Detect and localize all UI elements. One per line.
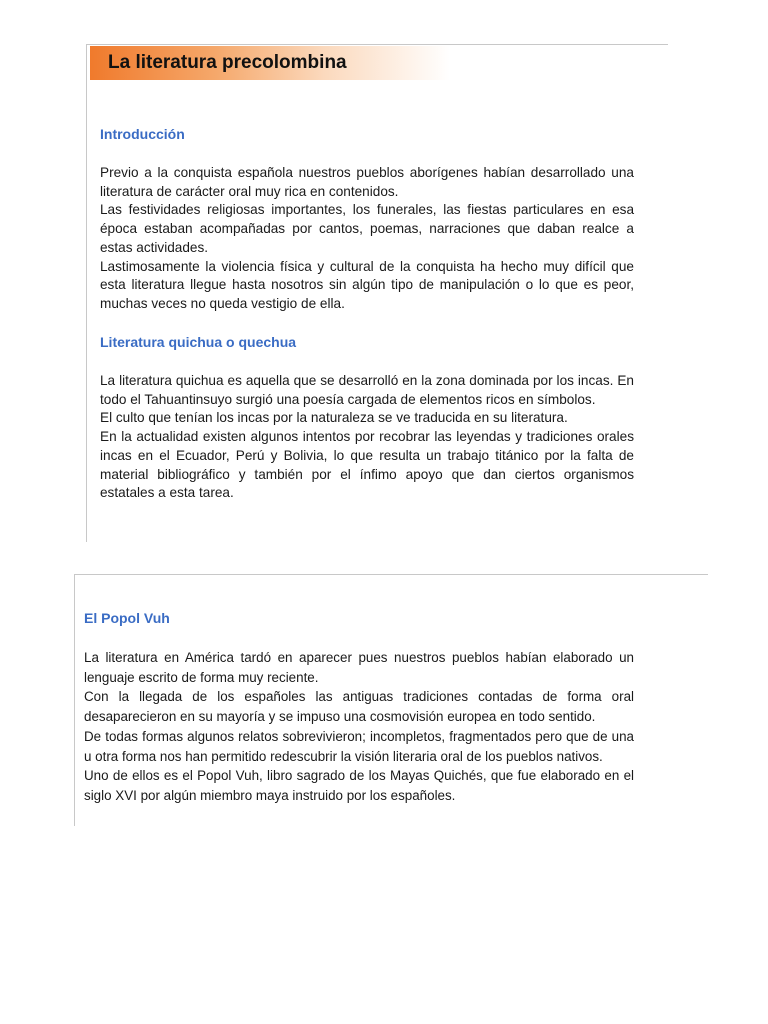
intro-paragraph: Lastimosamente la violencia física y cultural de la conquista ha hecho muy difícil que esta literatura llegue hasta nosotros sin algún tipo de manipulación o lo que es peor, muchas veces no queda vestigio de ella. <box>100 258 634 311</box>
intro-paragraph: Previo a la conquista española nuestros pueblos aborígenes habían desarrollado una literatura de carácter oral muy rica en contenidos. <box>100 165 634 199</box>
popol-vuh-heading: El Popol Vuh <box>84 610 170 626</box>
page-top-rule <box>86 44 668 45</box>
popol-vuh-body <box>84 648 634 806</box>
document-page-2 <box>74 574 708 826</box>
title-banner <box>90 46 450 80</box>
page-left-rule <box>86 44 87 542</box>
page-title: La literatura precolombina <box>108 52 347 73</box>
popol-vuh-paragraph: De todas formas algunos relatos sobrevivieron; incompletos, fragmentados pero que de una u otra forma nos han permitido redescubrir la visión literaria oral de los pueblos nativos. <box>84 728 634 764</box>
quechua-paragraph: En la actualidad existen algunos intentos por recobrar las leyendas y tradiciones orales incas en el Ecuador, Perú y Bolivia, lo que resulta un trabajo titánico por la falta de material bibliográfico y también por el ínfimo apoyo que dan ciertos organismos estatales a esta tarea. <box>100 429 634 501</box>
quechua-heading: Literatura quichua o quechua <box>100 334 297 350</box>
intro-heading: Introducción <box>100 126 185 142</box>
page-top-rule <box>74 574 708 575</box>
page-left-rule <box>74 574 75 826</box>
intro-paragraph: Las festividades religiosas importantes, los funerales, las fiestas particulares en esa época estaban acompañadas por cantos, poemas, narraciones que daban realce a estas actividades. <box>100 202 634 255</box>
document-page-1 <box>86 44 668 542</box>
popol-vuh-paragraph: La literatura en América tardó en aparecer pues nuestros pueblos habían elaborado un lenguaje escrito de forma muy reciente. <box>84 650 634 685</box>
quechua-paragraph: El culto que tenían los incas por la naturaleza se ve traducida en su literatura. <box>100 410 568 426</box>
popol-vuh-paragraph: Con la llegada de los españoles las antiguas tradiciones contadas de forma oral desaparecieron en su mayoría y se impuso una cosmovisión europea en todo sentido. <box>84 689 634 725</box>
popol-vuh-paragraph: Uno de ellos es el Popol Vuh, libro sagrado de los Mayas Quichés, que fue elaborado en el siglo XVI por algún miembro maya instruido por los españoles. <box>84 768 634 803</box>
quechua-body <box>100 372 634 503</box>
quechua-paragraph: La literatura quichua es aquella que se desarrolló en la zona dominada por los incas. En todo el Tahuantinsuyo surgió una poesía cargada de elementos ricos en símbolos. <box>100 373 634 407</box>
intro-body <box>100 164 634 314</box>
